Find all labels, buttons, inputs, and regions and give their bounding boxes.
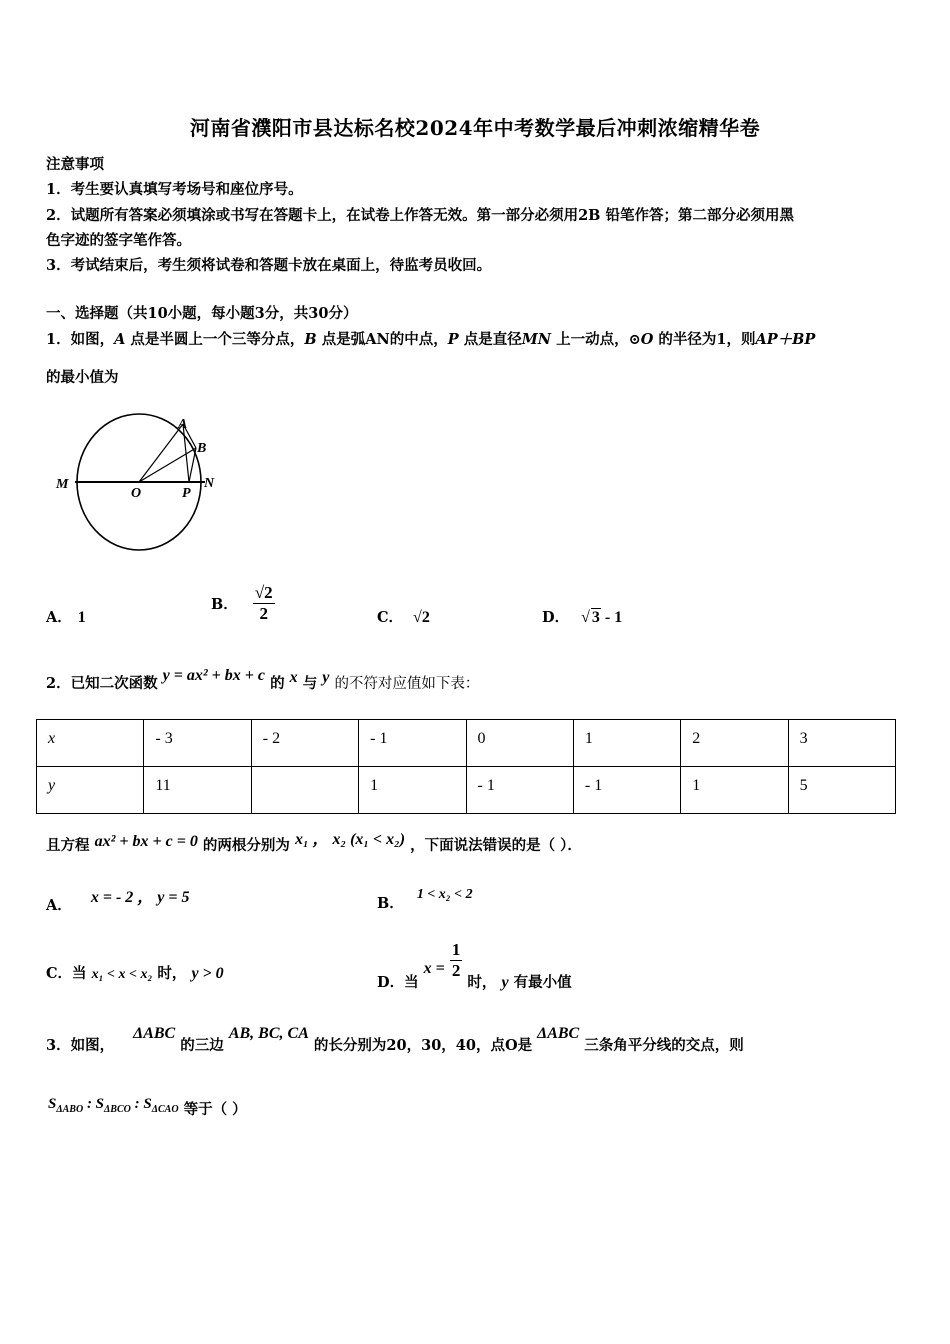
label-b: B bbox=[197, 441, 207, 456]
circle-figure bbox=[55, 408, 230, 558]
table-cell: 1 bbox=[573, 720, 680, 767]
notice-item: 3．考试结束后，考生须将试卷和答题卡放在桌面上，待监考员收回。 bbox=[46, 257, 492, 274]
segment-oa bbox=[139, 424, 183, 482]
question-2-text-cont: 且方程 ax² + bx + c = 0 的两根分别为 x₁ ， x₂ (x₁ < x₂) ，下面说法错误的是（ ）． bbox=[46, 831, 582, 854]
question-3-text: 3．如图， ΔABC 的三边 AB, BC, CA 的长分别为20，30，40，点O是 ΔABC 三条角平分线的交点，则 bbox=[46, 1025, 744, 1054]
q1-option-a: A． 1 bbox=[46, 609, 86, 626]
question-2-text: 2．已知二次函数 y = ax² + bx + c 的 x 与 y 的不符对应值如下表： bbox=[46, 667, 480, 692]
q1-option-d: D． √ 3 - 1 bbox=[542, 609, 623, 626]
label-m: M bbox=[56, 477, 69, 492]
q1-option-c: C． √2 bbox=[377, 609, 430, 626]
label-n: N bbox=[204, 476, 215, 491]
table-row-x bbox=[37, 720, 896, 767]
question-1-text: 1．如图，A 点是半圆上一个三等分点，B 点是弧AN的中点，P 点是直径MN 上一动点，⊙O 的半径为1，则AP＋BP bbox=[46, 331, 816, 348]
table-cell: 1 bbox=[359, 767, 466, 814]
value-table bbox=[36, 719, 896, 814]
table-cell: 3 bbox=[788, 720, 895, 767]
notice-item: 1．考生要认真填写考场号和座位序号。 bbox=[46, 181, 303, 198]
table-cell: - 3 bbox=[144, 720, 251, 767]
label-a: A bbox=[178, 417, 188, 432]
table-cell: 0 bbox=[466, 720, 573, 767]
table-cell: 2 bbox=[681, 720, 788, 767]
q2-option-d: D．当 x = $\frac{1}{2}$ 时， y 有最小值 bbox=[377, 940, 572, 991]
table-cell: 11 bbox=[144, 767, 251, 814]
notice-heading: 注意事项 bbox=[46, 156, 104, 173]
q2-option-b: B． 1 < x₂ < 2 bbox=[377, 887, 473, 912]
table-cell: - 1 bbox=[359, 720, 466, 767]
label-o: O bbox=[131, 486, 142, 501]
table-cell: - 1 bbox=[573, 767, 680, 814]
section-heading: 一、选择题（共10小题，每小题3分，共30分） bbox=[46, 305, 358, 322]
segment-bp bbox=[189, 448, 196, 482]
table-cell: y bbox=[37, 767, 144, 814]
table-cell: - 2 bbox=[251, 720, 358, 767]
table-row-y bbox=[37, 767, 896, 814]
question-3-ratio: $S_{\Delta ABO}$ : $S_{\Delta BCO}$ : $S_{\Delta CAO}$ 等于（ ） bbox=[48, 1096, 247, 1118]
table-cell: - 1 bbox=[466, 767, 573, 814]
q2-option-c: C．当 x₁ < x < x₂ 时， y > 0 bbox=[46, 965, 224, 982]
question-1-text-cont: 的最小值为 bbox=[46, 369, 119, 386]
label-p: P bbox=[182, 486, 191, 501]
table-cell bbox=[251, 767, 358, 814]
q1-option-b: B． $\frac{√2}{2}$ bbox=[211, 583, 273, 623]
page-title: 河南省濮阳市县达标名校2024年中考数学最后冲刺浓缩精华卷 bbox=[189, 116, 761, 140]
table-cell: 1 bbox=[681, 767, 788, 814]
notice-item: 色字迹的签字笔作答。 bbox=[46, 232, 191, 249]
table-cell: 5 bbox=[788, 767, 895, 814]
q2-option-a: A． x = - 2 ， y = 5 bbox=[46, 889, 190, 914]
table-cell: x bbox=[37, 720, 144, 767]
notice-item: 2．试题所有答案必须填涂或书写在答题卡上，在试卷上作答无效。第一部分必须用2B 铅笔作答；第二部分必须用黑 bbox=[46, 207, 794, 224]
